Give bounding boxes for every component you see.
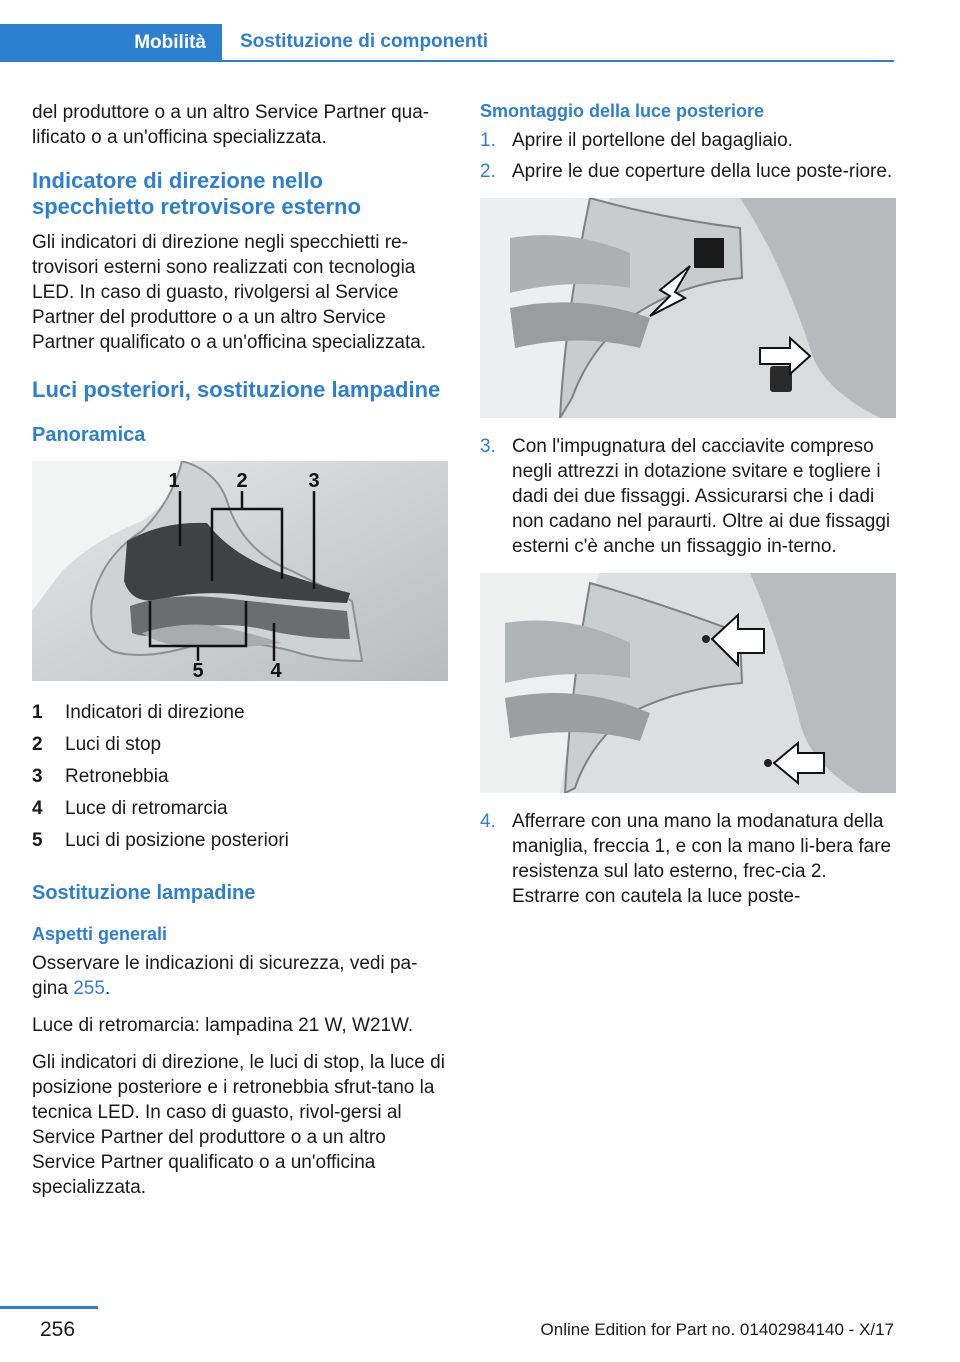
step-number: 3. [480,436,496,457]
figure-label-2: 2 [236,470,248,492]
section-label: Sostituzione di componenti [240,31,489,52]
step-number: 2. [480,161,496,182]
covers-figure [480,198,896,418]
step-text: Afferrare con una mano la modanatura della maniglia, freccia 1, e con la mano li-bera fare resistenza sul lato esterno, frec-cia 2. Estrarre con cautela la luce poste- [512,811,892,907]
section-tab[interactable] [222,24,894,62]
chapter-label: Mobilità [134,32,206,53]
footer-divider [0,1306,98,1309]
led-paragraph: Gli indicatori di direzione, le luci di stop, la luce di posizione posteriore e i retronebbia sfrut-tano la tecnica LED. In caso di guasto, rivol-gersi al Service Partner del produttore o a un altro Service Partner qualificato o a un'officina specializzata. [32,1052,445,1198]
legend-number: 1 [32,702,43,723]
heading-bulb-replacement: Sostituzione lampadine [32,882,256,904]
page-header [0,0,960,62]
mirror-paragraph: Gli indicatori di direzione negli specchietti re-trovisori esterni sono realizzati con tecnologia LED. In caso di guasto, rivolgersi al Service Partner del produttore o a un altro Service Partner qualificato o a un'officina specializzata. [32,232,427,353]
right-column [480,100,896,915]
step-number: 4. [480,811,496,832]
legend-label: Luci di posizione posteriori [65,830,289,851]
legend-item [32,793,448,825]
heading-rear-lights: Luci posteriori, sostituzione lampadine [32,377,441,402]
legend-label: Retronebbia [65,766,169,787]
chapter-tab[interactable] [0,24,222,62]
legend-number: 2 [32,734,43,755]
heading-removal: Smontaggio della luce posteriore [480,101,765,121]
intro-paragraph: del produttore o a un altro Service Partner qua-lificato o a un'officina specializzata. [32,102,430,148]
step-number: 1. [480,130,496,151]
step-item [480,809,896,909]
legend-label: Indicatori di direzione [65,702,245,723]
page-reference-link[interactable]: 255 [73,978,105,999]
heading-mirror-indicator: Indicatore di direzione nello specchietto retrovisore esterno [32,168,361,219]
legend-label: Luce di retromarcia [65,798,228,819]
legend-item [32,697,448,729]
step-item [480,128,896,153]
fasteners-figure [480,573,896,793]
step-item [480,159,896,184]
legend-item [32,761,448,793]
left-column [32,100,448,1212]
legend-item [32,825,448,857]
step-text: Aprire il portellone del bagagliaio. [512,130,793,151]
step-item [480,434,896,559]
legend-item [32,729,448,761]
figure-label-4: 4 [270,660,282,681]
figure-label-3: 3 [308,470,320,492]
step-text: Con l'impugnatura del cacciavite compreso negli attrezzi in dotazione svitare e togliere i dadi dei due fissaggi. Assicurarsi che i dadi non cadano nel paraurti. Oltre ai due fissaggi esterni c'è anche un fissaggio in-terno. [512,436,891,557]
figure-label-1: 1 [168,470,180,492]
legend-number: 3 [32,766,43,787]
reverse-light-paragraph: Luce di retromarcia: lampadina 21 W, W21W. [32,1015,414,1036]
safety-paragraph [32,951,448,1001]
heading-general-aspects: Aspetti generali [32,924,168,944]
figure-label-5: 5 [192,660,204,681]
rear-light-overview-figure [32,461,448,681]
safety-period: . [104,978,111,999]
legend-label: Luci di stop [65,734,162,755]
legend-number: 5 [32,830,43,851]
edition-note: Online Edition for Part no. 01402984140 - X/17 [540,1320,894,1339]
heading-overview: Panoramica [32,424,146,446]
step-text: Aprire le due coperture della luce poste-riore. [512,161,893,182]
legend-number: 4 [32,798,43,819]
page-number: 256 [40,1318,76,1341]
safety-text: Osservare le indicazioni di sicurezza, vedi pa-gina [32,953,418,999]
figure-legend [32,697,448,857]
